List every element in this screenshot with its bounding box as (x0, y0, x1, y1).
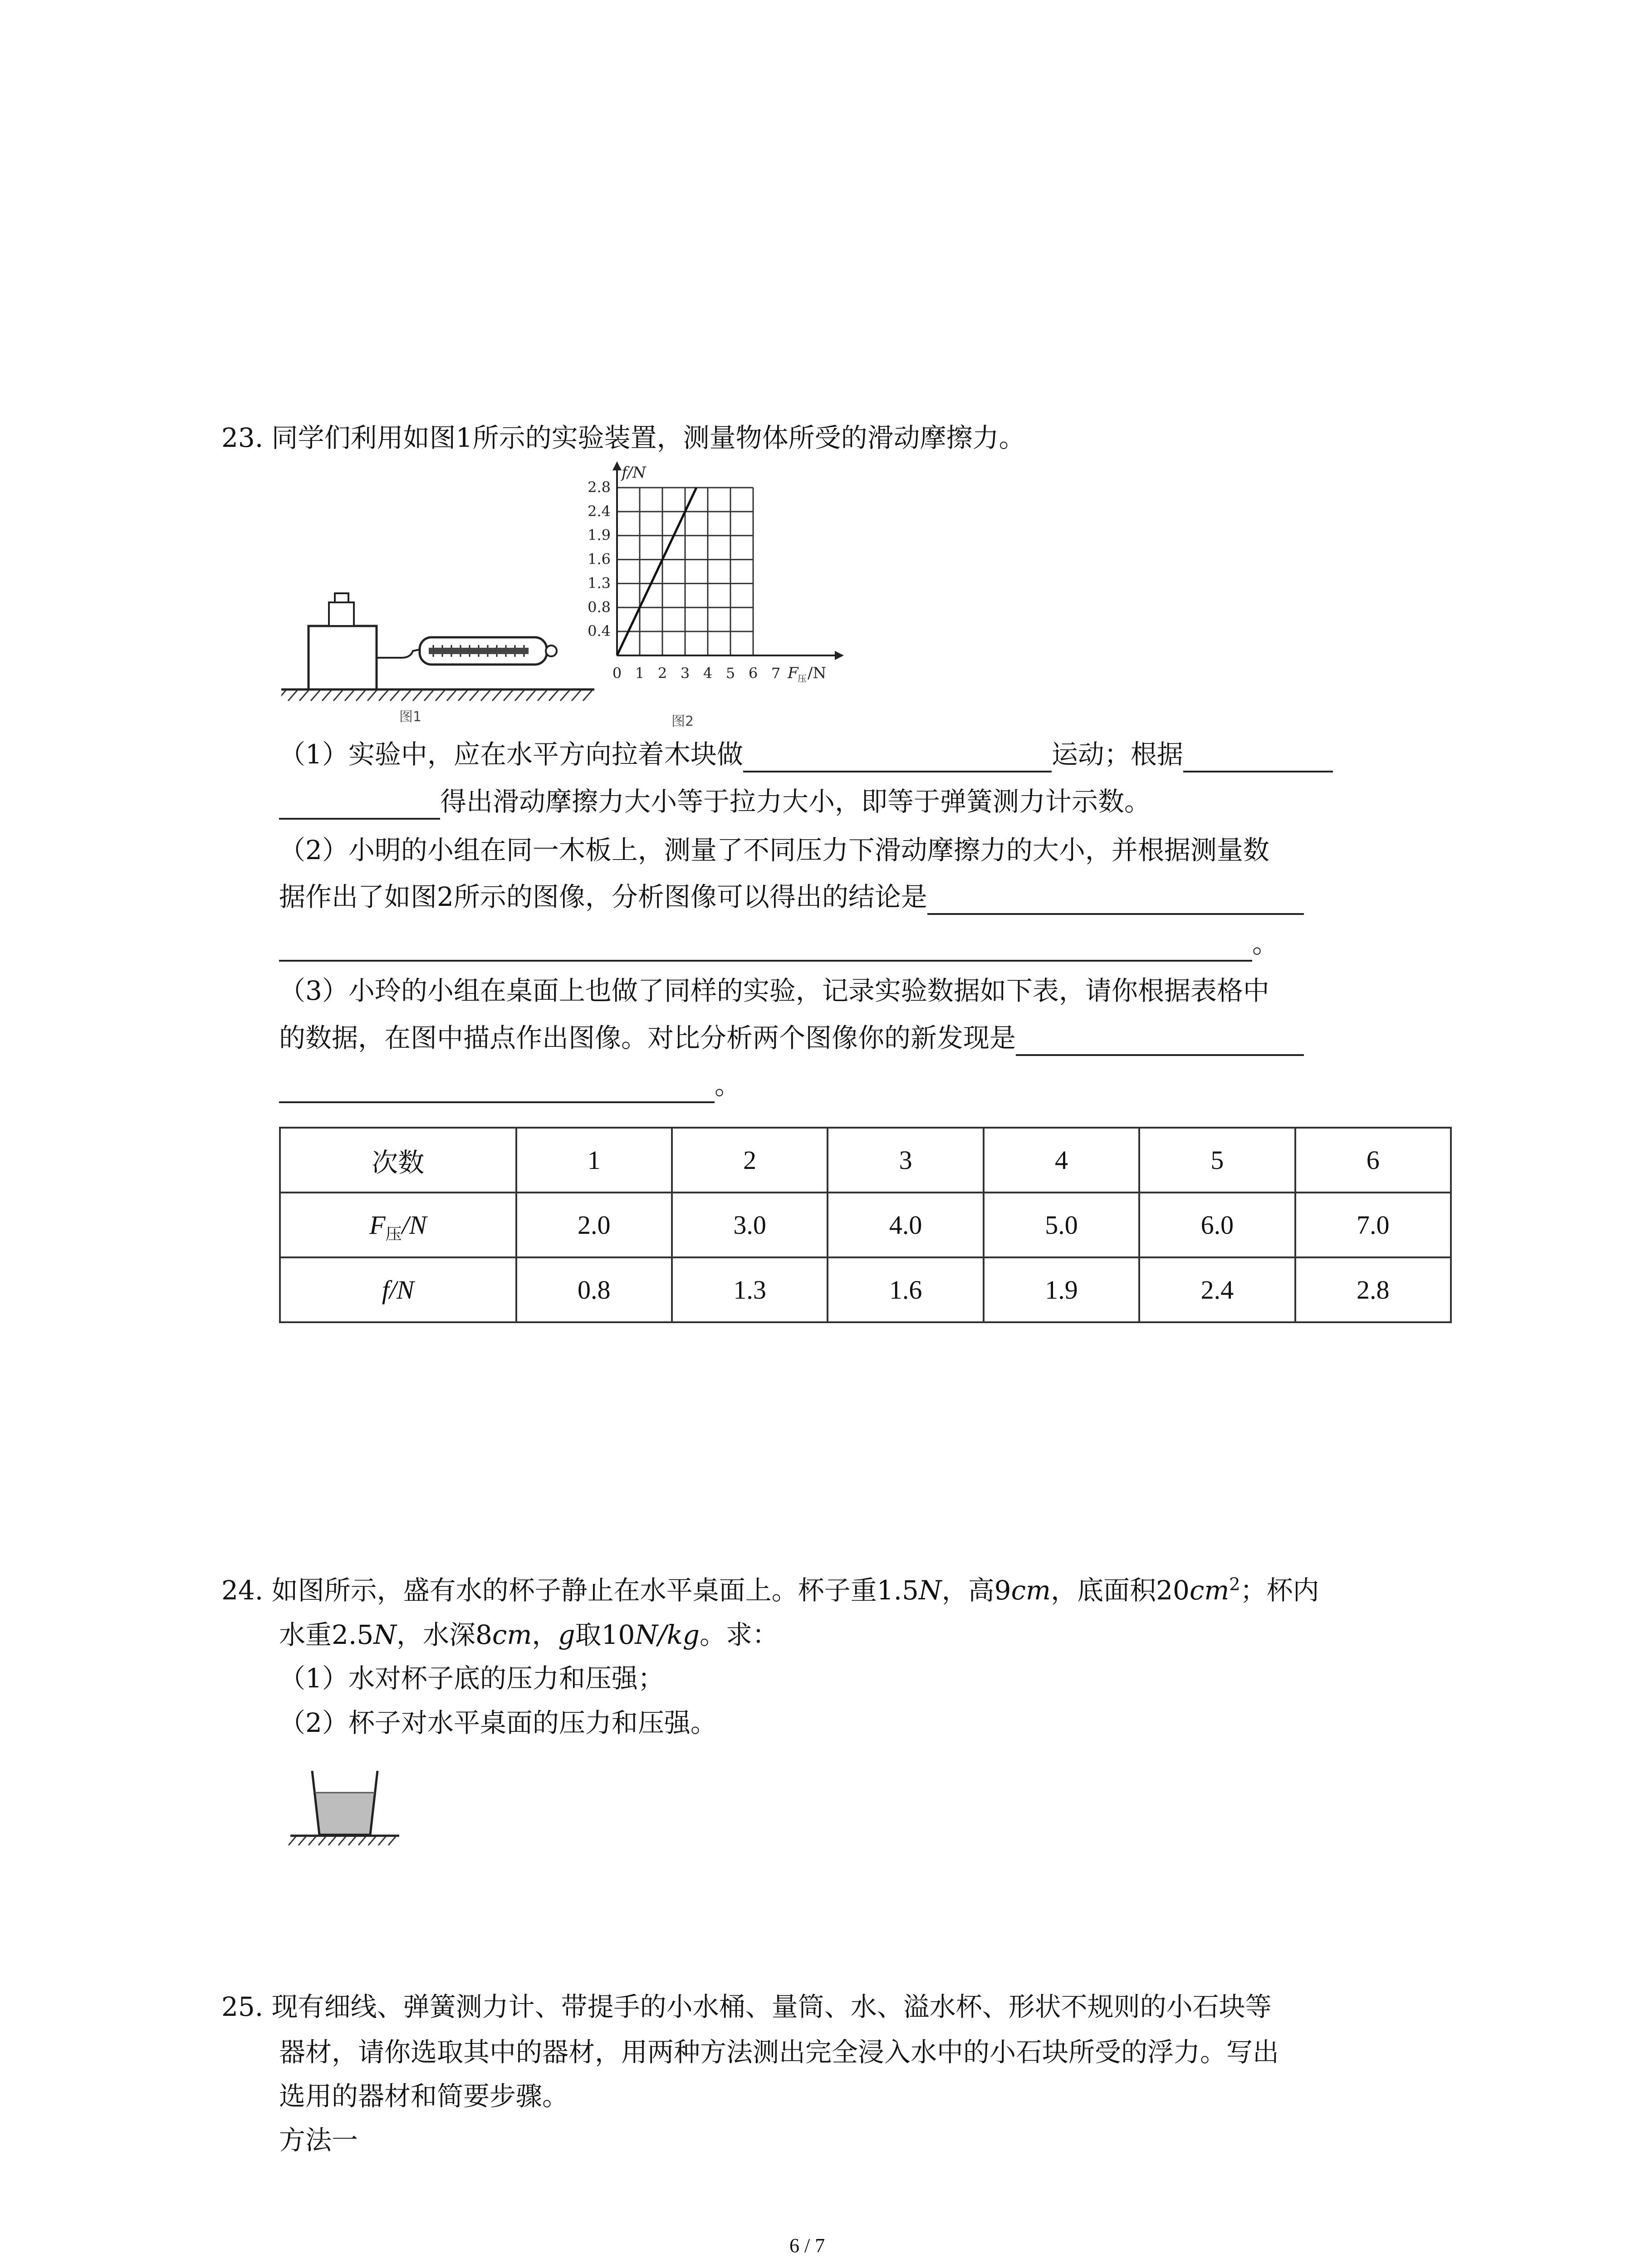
y-tick-label: 1.6 (588, 550, 611, 568)
x-tick-label: 1 (635, 665, 645, 682)
table-cell: 2.4 (1139, 1257, 1295, 1322)
table-cell: 5.0 (984, 1193, 1139, 1257)
row-label-F-sub: 压 (385, 1225, 402, 1244)
table-cell: 1 (516, 1128, 672, 1193)
q23-p1-text-c: 得出滑动摩擦力大小等于拉力大小，即等于弹簧测力计示数。 (440, 786, 1151, 817)
answer-blank-3-cont[interactable] (279, 932, 1252, 962)
row-label-pressure (280, 1193, 516, 1257)
q24-symbol-g: g (558, 1619, 575, 1650)
figure-1-caption: 图1 (399, 709, 422, 725)
table-cell: 2.8 (1295, 1257, 1451, 1322)
table-cell: 1.9 (984, 1257, 1139, 1322)
table-cell: 3.0 (672, 1193, 828, 1257)
row-label-F-unit: /N (402, 1210, 427, 1240)
q24-text-g: ， (532, 1619, 558, 1650)
q24-line1 (221, 1572, 1319, 1608)
q24-unit-cm3: cm (492, 1619, 532, 1650)
q23-p3-end: 。 (715, 1070, 741, 1100)
q23-p3-line1: （3）小玲的小组在桌面上也做了同样的实验，记录实验数据如下表，请你根据表格中 (279, 975, 1269, 1006)
x-tick-label: 3 (680, 665, 690, 682)
x-axis-label-unit: /N (808, 664, 827, 682)
q25-line1: 25. 现有细线、弹簧测力计、带提手的小水桶、量筒、水、溢水杯、形状不规则的小石块等 (221, 1991, 1272, 2022)
table-cell: 2.0 (516, 1193, 672, 1257)
table-cell: 3 (828, 1128, 983, 1193)
q25-line3: 选用的器材和简要步骤。 (279, 2081, 569, 2112)
table-cell: 1.3 (672, 1257, 828, 1322)
answer-blank-1[interactable] (743, 743, 1052, 772)
q23-p1-text-b: 运动；根据 (1051, 739, 1183, 770)
x-tick-label: 0 (612, 665, 622, 682)
table-row (280, 1128, 1451, 1193)
figure-2-graph (581, 460, 862, 728)
y-tick-label: 2.8 (588, 479, 611, 496)
table-cell: 6 (1295, 1128, 1451, 1193)
q24-text-c: ，底面积20 (1051, 1575, 1190, 1606)
cup-figure (286, 1765, 404, 1848)
q23-stem: 23. 同学们利用如图1所示的实验装置，测量物体所受的滑动摩擦力。 (221, 422, 1025, 453)
table-cell: 7.0 (1295, 1193, 1451, 1257)
row-label-count: 次数 (280, 1128, 516, 1193)
q24-text-b: ，高9 (941, 1575, 1011, 1606)
q23-p3-text-b: 的数据，在图中描点作出图像。对比分析两个图像你的新发现是 (279, 1022, 1016, 1053)
table-cell: 4 (984, 1128, 1139, 1193)
y-axis-label: f/N (622, 464, 646, 482)
q24-text-f: ，水深8 (397, 1619, 492, 1650)
x-tick-label: 5 (725, 665, 735, 682)
q23-p2-end: 。 (1252, 928, 1279, 959)
q24-unit-N: N (918, 1575, 942, 1606)
graph-grid (612, 461, 844, 660)
answer-blank-4[interactable] (1016, 1026, 1304, 1056)
q24-unit-sup: 2 (1229, 1574, 1240, 1594)
row-label-friction: f/N (280, 1257, 516, 1322)
data-table (279, 1127, 1452, 1323)
table-cell: 6.0 (1139, 1193, 1295, 1257)
q23-p3-line3 (279, 1067, 741, 1103)
q24-text-i: 。求： (699, 1619, 779, 1650)
x-tick-label: 7 (771, 665, 781, 682)
x-tick-label: 2 (657, 665, 667, 682)
q23-p2-line3 (279, 925, 1279, 962)
q24-unit-cm2: cm (1189, 1575, 1230, 1606)
row-label-F: F (369, 1210, 386, 1240)
y-tick-label: 2.4 (588, 502, 611, 520)
answer-blank-3[interactable] (927, 885, 1304, 915)
y-tick-label: 0.8 (588, 598, 611, 616)
q23-p1-line1 (279, 736, 1333, 772)
table-cell: 2 (672, 1128, 828, 1193)
answer-blank-4-cont[interactable] (279, 1073, 715, 1103)
q24-text-h: 取10 (575, 1619, 635, 1650)
x-axis-label: F (788, 664, 798, 682)
q24-sub1: （1）水对杯子底的压力和压强； (279, 1663, 664, 1694)
q23-p2-line1: （2）小明的小组在同一木板上，测量了不同压力下滑动摩擦力的大小，并根据测量数 (279, 835, 1269, 865)
q23-p3-line2 (279, 1020, 1304, 1056)
y-axis-tick-labels (588, 479, 611, 640)
answer-blank-2[interactable] (1183, 743, 1333, 772)
q24-text-a: 24. 如图所示，盛有水的杯子静止在水平桌面上。杯子重1.5 (221, 1575, 919, 1606)
y-tick-label: 1.9 (588, 526, 611, 544)
x-axis-tick-labels (612, 665, 780, 682)
table-cell: 0.8 (516, 1257, 672, 1322)
q24-text-d: ；杯内 (1240, 1575, 1319, 1606)
q25-line2: 器材，请你选取其中的器材，用两种方法测出完全浸入水中的小石块所受的浮力。写出 (279, 2037, 1279, 2068)
figure-1-apparatus (281, 544, 594, 726)
q24-unit-cm: cm (1011, 1575, 1051, 1606)
q24-line2 (279, 1617, 779, 1653)
page-number: 6 / 7 (789, 2234, 825, 2257)
q23-p2-text-b: 据作出了如图2所示的图像，分析图像可以得出的结论是 (279, 881, 927, 912)
q24-unit-N2: N (373, 1619, 397, 1650)
table-cell: 4.0 (828, 1193, 983, 1257)
x-tick-label: 6 (748, 665, 758, 682)
table-cell: 5 (1139, 1128, 1295, 1193)
table-row (280, 1193, 1451, 1257)
q24-unit-Nkg: N/kg (635, 1619, 700, 1650)
y-tick-label: 1.3 (588, 574, 611, 592)
q23-p1-text-a: （1）实验中，应在水平方向拉着木块做 (279, 739, 743, 770)
x-axis-label-sub: 压 (798, 673, 807, 684)
q25-method-one: 方法一 (279, 2125, 358, 2156)
table-row (280, 1257, 1451, 1322)
q23-p2-line2 (279, 879, 1304, 915)
figure-2-caption: 图2 (671, 714, 694, 728)
q24-sub2: （2）杯子对水平桌面的压力和压强。 (279, 1707, 717, 1738)
y-tick-label: 0.4 (588, 622, 611, 640)
answer-blank-2-cont[interactable] (279, 790, 440, 820)
table-cell: 1.6 (828, 1257, 983, 1322)
x-axis-arrow (835, 651, 844, 660)
y-axis-arrow (612, 461, 622, 470)
q23-p1-line2 (279, 783, 1151, 820)
x-tick-label: 4 (703, 665, 713, 682)
q24-text-e: 水重2.5 (279, 1619, 374, 1650)
